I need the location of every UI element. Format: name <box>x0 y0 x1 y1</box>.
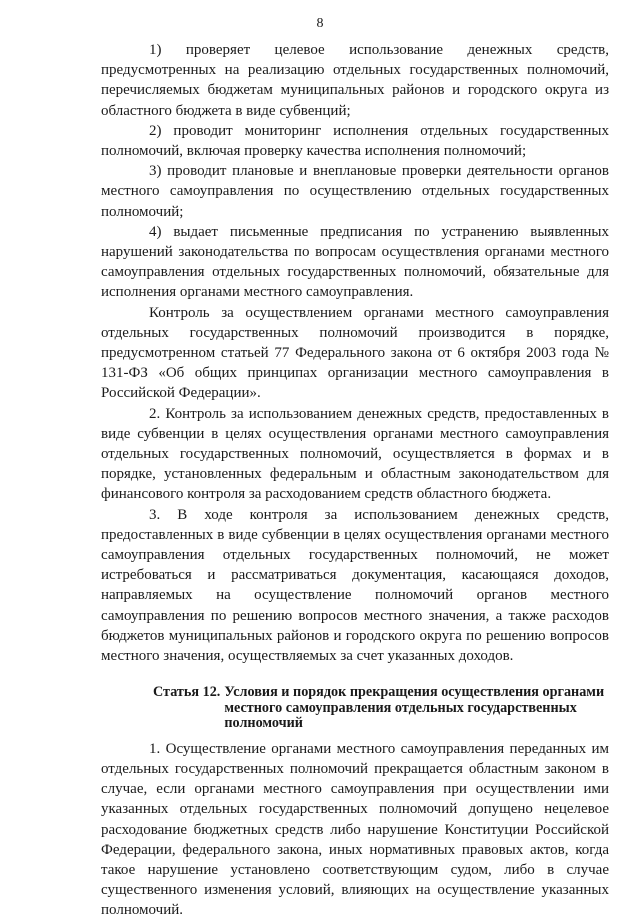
article-heading <box>101 685 609 732</box>
paragraph-item-2: 2) проводит мониторинг исполнения отдельных государственных полномочий, включая проверку качества исполнения полномочий; <box>101 122 609 160</box>
paragraph-item-4: 4) выдает письменные предписания по устранению выявленных нарушений законодательства по вопросам осуществления органами местного самоуправления отдельных государственных полномочий, обязательные для исполнения органами местного самоуправления. <box>101 223 609 301</box>
document-body <box>101 40 609 921</box>
paragraph-item-1: 1) проверяет целевое использование денежных средств, предусмотренных на реализацию отдельных государственных полномочий, перечисляемых бюджетам муниципальных районов и городского округа из областного бюджета в виде субвенций; <box>101 42 609 119</box>
article-title: Условия и порядок прекращения осуществления органами местного самоуправления отдельных государственных полномочий <box>224 684 605 732</box>
page-number: 8 <box>316 16 324 31</box>
paragraph-clause-2: 2. Контроль за использованием денежных средств, предоставленных в виде субвенции в целях осуществления органами местного самоуправления отдельных государственных полномочий, осуществляется в формах и в порядке, установленных федеральным и областным законодательством для финансового контроля за расходованием средств областного бюджета. <box>101 405 609 503</box>
paragraph-control-procedure: Контроль за осуществлением органами местного самоуправления отдельных государственных полномочий производится в порядке, предусмотренном статьей 77 Федерального закона от 6 октября 2003 года № 131-ФЗ «Об общих принципах организации местного самоуправления в Российской Федерации». <box>101 304 609 402</box>
article-paragraph-1: 1. Осуществление органами местного самоуправления переданных им отдельных государственных полномочий прекращается областным законом в случае, если органами местного самоуправления при осуществлении ими указанных отдельных государственных полномочий допущено нецелевое расходование бюджетных средств либо нарушение Конституции Российской Федерации, федерального закона, иных нормативных правовых актов, когда такое нарушение установлено соответствующим судом, либо в случае существенного изменения условий, влияющих на осуществление указанных полномочий. <box>101 740 609 919</box>
paragraph-clause-3: 3. В ходе контроля за использованием денежных средств, предоставленных в виде субвенции в целях осуществления органами местного самоуправления отдельных государственных полномочий, не может истребоваться и рассматриваться документация, касающаяся доходов, направляемых на осуществление полномочий органов местного самоуправления по решению вопросов местного значения, а также расходов бюджетов муниципальных районов и городского округа по решению вопросов местного значения, осуществляемых за счет указанных доходов. <box>101 506 609 665</box>
paragraph-item-3: 3) проводит плановые и внеплановые проверки деятельности органов местного самоуправления по осуществлению отдельных государственных полномочий; <box>101 163 609 220</box>
article-number: Статья 12. <box>153 684 221 701</box>
